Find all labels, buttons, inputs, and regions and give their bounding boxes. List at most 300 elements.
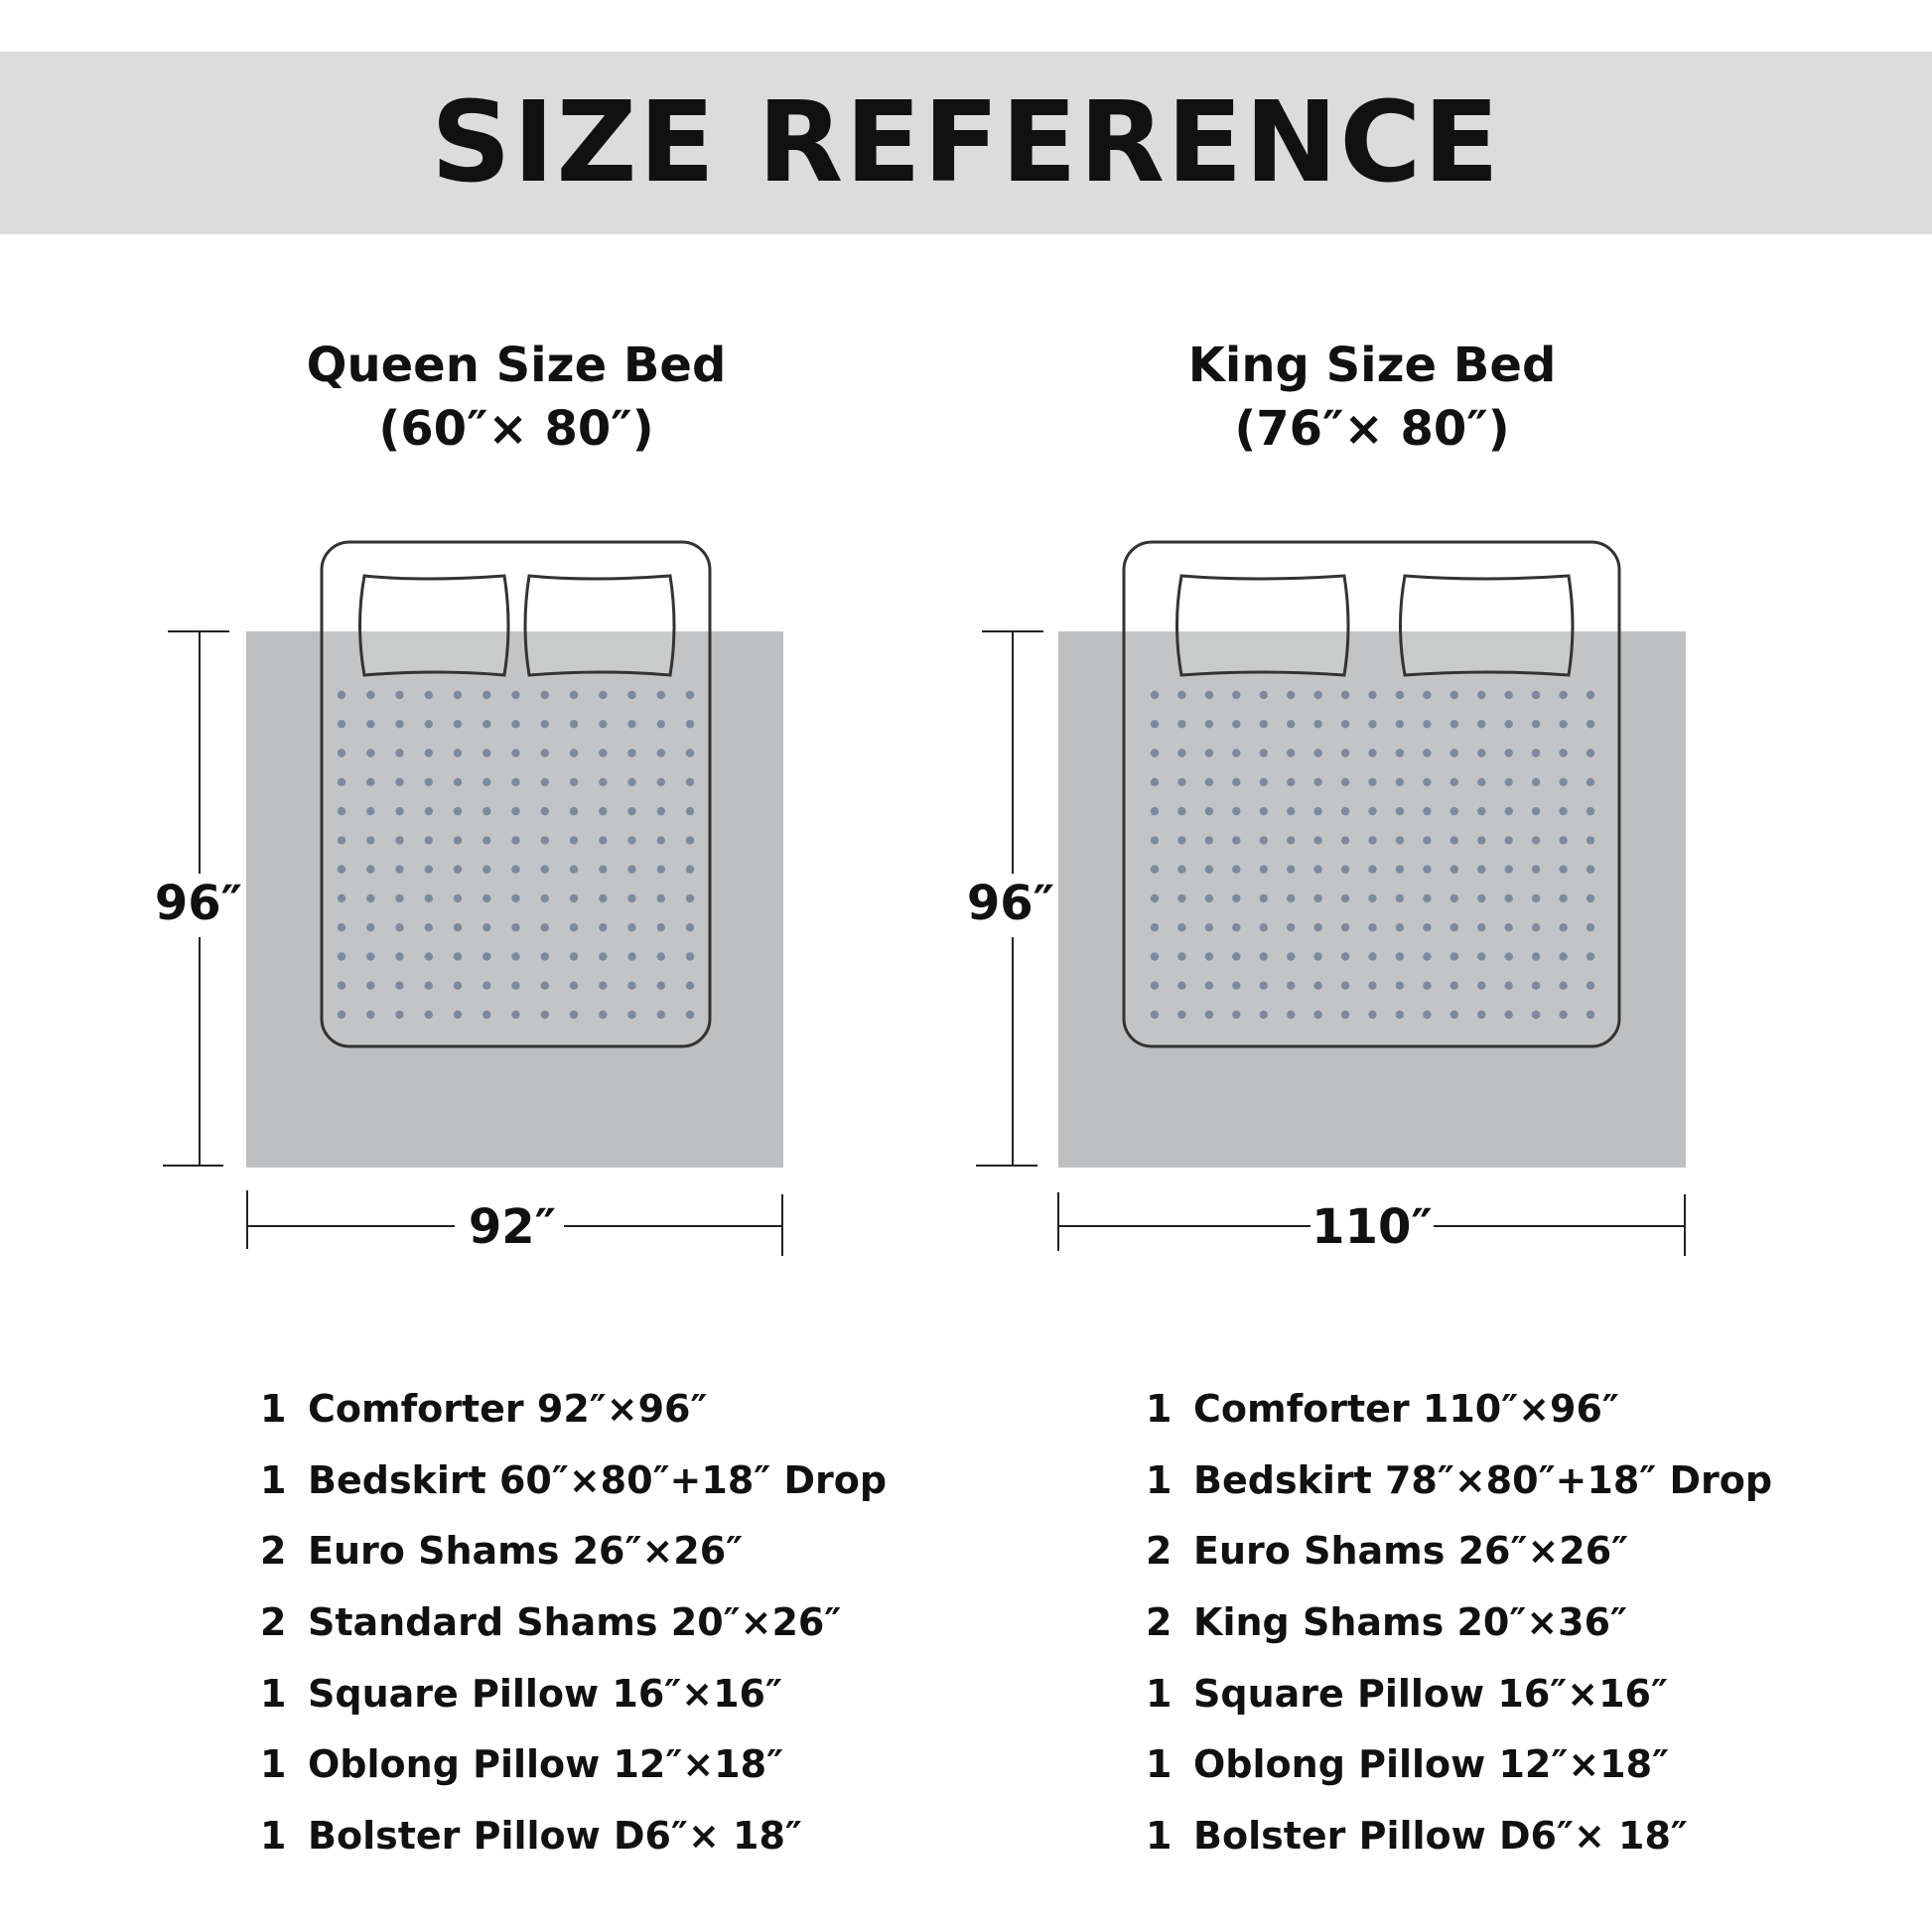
king-dot [1151,691,1159,699]
queen-dot [599,982,607,990]
king-dot [1532,895,1540,902]
queen-dot [511,1011,519,1019]
item-quantity: 2 [260,1529,287,1574]
list-item [260,1515,887,1587]
king-dot [1587,982,1594,990]
queen-dot [511,865,519,873]
king-dot [1313,895,1321,902]
queen-dot [366,836,374,844]
queen-dot [627,778,635,786]
king-dot [1396,720,1404,728]
king-dot [1423,895,1431,902]
queen-dot [599,720,607,728]
king-dot [1287,778,1295,786]
king-dot [1151,982,1159,990]
king-dot [1177,720,1185,728]
item-description: Standard Shams 20″×26″ [308,1599,842,1644]
king-dot [1450,1011,1458,1019]
queen-dot [425,691,433,699]
king-dot [1205,952,1213,960]
king-dot [1505,807,1513,815]
queen-diagram [155,542,783,1256]
king-dot [1287,865,1295,873]
queen-dot [627,895,635,902]
item-quantity: 1 [260,1386,287,1431]
queen-dot [395,691,403,699]
list-item [1146,1728,1772,1800]
king-diagram [967,542,1686,1256]
king-dot [1177,865,1185,873]
queen-dot [338,691,345,699]
king-dot [1205,865,1213,873]
queen-dot [627,836,635,844]
king-dot [1368,691,1376,699]
queen-dot [454,982,462,990]
item-description: Bedskirt 60″×80″+18″ Drop [308,1457,888,1502]
queen-dot [454,778,462,786]
queen-dot [541,923,549,931]
queen-dot [454,952,462,960]
queen-dot [338,807,345,815]
king-dot [1368,952,1376,960]
king-dot [1532,1011,1540,1019]
king-dot [1205,982,1213,990]
queen-dot [454,865,462,873]
king-dot [1505,982,1513,990]
king-dot [1559,778,1567,786]
queen-dot [425,952,433,960]
king-dot [1368,807,1376,815]
king-dot [1341,749,1349,757]
queen-dot [366,895,374,902]
queen-dot [599,691,607,699]
king-dot [1559,895,1567,902]
king-dot [1505,895,1513,902]
king-dot [1396,691,1404,699]
queen-dot [395,952,403,960]
king-dot [1423,749,1431,757]
king-dot [1423,982,1431,990]
queen-dot [425,923,433,931]
king-dot [1450,836,1458,844]
queen-dot [627,749,635,757]
king-dot [1450,895,1458,902]
queen-dot [395,982,403,990]
king-dot [1177,982,1185,990]
queen-dot [686,778,694,786]
king-dot [1232,807,1240,815]
king-dot [1151,836,1159,844]
king-dot [1423,1011,1431,1019]
item-description: Square Pillow 16″×16″ [308,1671,782,1716]
queen-dot [541,952,549,960]
king-dot [1368,865,1376,873]
queen-dot [338,895,345,902]
king-dot [1587,1011,1594,1019]
queen-dot [338,749,345,757]
queen-dot [338,923,345,931]
queen-dot [366,982,374,990]
king-dot [1232,1011,1240,1019]
king-dot [1205,691,1213,699]
queen-dot [425,807,433,815]
king-dot [1313,807,1321,815]
king-dot [1450,865,1458,873]
king-dot [1260,720,1268,728]
queen-dot [686,1011,694,1019]
king-dot [1477,807,1485,815]
king-dot [1232,749,1240,757]
queen-dot [686,749,694,757]
king-dot [1423,807,1431,815]
king-dot [1177,923,1185,931]
king-dot [1559,982,1567,990]
queen-dot [657,982,665,990]
king-dot [1450,720,1458,728]
king-dot [1151,807,1159,815]
queen-dot [483,895,490,902]
queen-dot [483,836,490,844]
king-dot [1532,807,1540,815]
queen-dot [541,895,549,902]
item-quantity: 1 [260,1742,287,1787]
queen-dot [425,865,433,873]
king-dot [1177,778,1185,786]
king-dot [1532,691,1540,699]
queen-dot [425,895,433,902]
item-description: King Shams 20″×36″ [1193,1599,1628,1644]
king-dot [1232,720,1240,728]
item-description: Oblong Pillow 12″×18″ [1193,1742,1670,1787]
item-quantity: 1 [1146,1813,1173,1858]
king-dot [1341,923,1349,931]
list-item [1146,1515,1772,1587]
king-dot [1423,952,1431,960]
king-dot [1532,778,1540,786]
item-description: Comforter 92″×96″ [308,1386,708,1431]
king-dot [1151,895,1159,902]
king-dot [1151,952,1159,960]
king-dot [1396,778,1404,786]
king-dot [1505,865,1513,873]
king-dot [1205,720,1213,728]
queen-dot [570,895,578,902]
queen-dot [657,778,665,786]
list-item [1146,1445,1772,1516]
king-dot [1232,895,1240,902]
king-dot [1423,691,1431,699]
king-dot [1396,923,1404,931]
king-dot [1559,691,1567,699]
queen-dot [570,720,578,728]
queen-dot [657,807,665,815]
list-item [260,1373,887,1445]
king-dot [1450,807,1458,815]
item-quantity: 2 [1146,1529,1173,1574]
queen-dot [366,807,374,815]
queen-dot [599,1011,607,1019]
queen-dot [366,865,374,873]
queen-dot [570,982,578,990]
king-dot [1151,778,1159,786]
queen-dot [570,865,578,873]
queen-dot [541,778,549,786]
king-dot [1368,749,1376,757]
king-dot [1477,691,1485,699]
queen-dot [541,807,549,815]
king-dot [1396,865,1404,873]
king-dot [1260,1011,1268,1019]
queen-dot [627,807,635,815]
king-dot [1313,923,1321,931]
king-contents-list [1146,1373,1772,1871]
king-dot [1205,749,1213,757]
king-dot [1450,778,1458,786]
king-dot [1477,895,1485,902]
queen-dot [627,923,635,931]
king-dot [1505,1011,1513,1019]
list-item [260,1728,887,1800]
queen-dot [366,720,374,728]
king-dot [1587,865,1594,873]
king-dot [1396,952,1404,960]
queen-dot [366,778,374,786]
item-description: Bedskirt 78″×80″+18″ Drop [1193,1457,1773,1502]
queen-dot [541,865,549,873]
queen-dot [338,982,345,990]
queen-dot [425,1011,433,1019]
queen-dot [454,1011,462,1019]
queen-dot [570,1011,578,1019]
king-dot [1587,836,1594,844]
king-dot [1341,807,1349,815]
king-dot [1313,1011,1321,1019]
queen-dot [454,720,462,728]
queen-dot [657,923,665,931]
king-dot [1532,923,1540,931]
king-dot [1532,749,1540,757]
king-dot [1396,836,1404,844]
king-dot [1232,923,1240,931]
king-dot [1260,952,1268,960]
item-description: Euro Shams 26″×26″ [1193,1529,1629,1574]
king-dot [1396,807,1404,815]
queen-dot [366,923,374,931]
king-dot [1559,1011,1567,1019]
king-dot [1313,749,1321,757]
king-dot [1287,982,1295,990]
king-dot [1477,749,1485,757]
queen-dot [338,1011,345,1019]
king-dot [1151,1011,1159,1019]
queen-dot [483,865,490,873]
queen-dot [541,749,549,757]
page-title: SIZE REFERENCE [431,78,1501,207]
king-dot [1260,982,1268,990]
king-dot [1205,836,1213,844]
king-dot [1505,691,1513,699]
king-dot [1559,807,1567,815]
king-dot [1287,1011,1295,1019]
item-description: Euro Shams 26″×26″ [308,1529,744,1574]
queen-dot [657,1011,665,1019]
queen-dot [570,952,578,960]
king-dot [1396,982,1404,990]
queen-dot [511,749,519,757]
king-dot [1341,865,1349,873]
queen-dot [454,836,462,844]
king-dot [1177,895,1185,902]
item-description: Oblong Pillow 12″×18″ [308,1742,784,1787]
king-dot [1450,749,1458,757]
item-quantity: 1 [260,1457,287,1502]
queen-dot [425,836,433,844]
king-dot [1477,836,1485,844]
queen-dot [483,749,490,757]
king-dot [1477,923,1485,931]
king-dot [1587,895,1594,902]
item-quantity: 2 [260,1599,287,1644]
king-dot [1260,836,1268,844]
king-dot [1396,895,1404,902]
queen-size: (60″× 80″) [378,401,654,457]
item-description: Bolster Pillow D6″× 18″ [1193,1813,1688,1858]
king-dot [1287,836,1295,844]
king-dot [1368,720,1376,728]
king-dot [1423,836,1431,844]
queen-dot [686,923,694,931]
king-dot [1559,923,1567,931]
king-dot [1559,836,1567,844]
king-dot [1505,720,1513,728]
queen-dot [483,691,490,699]
queen-dot [338,952,345,960]
list-item [1146,1800,1772,1871]
queen-pillow-left [360,576,509,675]
king-dot [1260,865,1268,873]
queen-dot [511,982,519,990]
king-dot [1341,836,1349,844]
item-quantity: 1 [260,1671,287,1716]
queen-dot [686,720,694,728]
queen-dot [627,720,635,728]
queen-title: Queen Size Bed [306,338,727,393]
king-dot [1287,749,1295,757]
king-width-label: 110″ [1311,1199,1433,1255]
king-dot [1587,778,1594,786]
queen-dot [366,952,374,960]
king-dot [1205,923,1213,931]
queen-dot [686,836,694,844]
queen-dot [570,749,578,757]
queen-dot [395,1011,403,1019]
queen-dot [425,720,433,728]
queen-dot [511,836,519,844]
king-dot [1341,1011,1349,1019]
king-dot [1151,720,1159,728]
queen-dot [338,720,345,728]
queen-dot [627,865,635,873]
queen-dot [627,952,635,960]
king-dot [1205,807,1213,815]
king-dot [1205,778,1213,786]
king-dot [1559,865,1567,873]
king-dot [1477,865,1485,873]
king-dot [1505,749,1513,757]
king-dot [1232,836,1240,844]
king-dot [1341,982,1349,990]
list-item [1146,1587,1772,1658]
king-dot [1313,720,1321,728]
queen-dot [686,952,694,960]
queen-dot [570,691,578,699]
queen-dot [627,1011,635,1019]
list-item [260,1658,887,1729]
king-dot [1587,691,1594,699]
queen-dot [395,720,403,728]
king-dot [1450,982,1458,990]
king-title: King Size Bed [1187,338,1557,393]
king-dot [1260,691,1268,699]
king-dot [1313,836,1321,844]
queen-dot [541,982,549,990]
king-dot [1313,952,1321,960]
king-dot [1177,749,1185,757]
queen-dot [686,807,694,815]
queen-dot [338,778,345,786]
queen-dot [599,923,607,931]
queen-dot [425,778,433,786]
king-dot [1587,807,1594,815]
king-size: (76″× 80″) [1234,401,1510,457]
king-dot [1396,749,1404,757]
king-dot [1232,982,1240,990]
king-dot [1260,807,1268,815]
king-pillow-right [1401,576,1574,675]
king-dot [1232,952,1240,960]
king-dot [1368,982,1376,990]
king-dot [1287,807,1295,815]
king-dot [1505,836,1513,844]
king-dot [1287,895,1295,902]
item-quantity: 1 [260,1813,287,1858]
king-dot [1450,923,1458,931]
king-dot [1205,895,1213,902]
king-dot [1177,1011,1185,1019]
queen-dot [657,895,665,902]
list-item [260,1587,887,1658]
queen-dot [657,720,665,728]
king-dot [1368,895,1376,902]
king-dot [1232,865,1240,873]
king-dot [1368,778,1376,786]
list-item [260,1445,887,1516]
queen-dot [483,778,490,786]
queen-dot [541,1011,549,1019]
king-dot [1505,952,1513,960]
king-dot [1177,691,1185,699]
king-dot [1368,1011,1376,1019]
king-dot [1450,952,1458,960]
king-dot [1532,836,1540,844]
king-dot [1477,952,1485,960]
queen-dot [599,836,607,844]
queen-dot [627,691,635,699]
king-dot [1313,982,1321,990]
king-pillow-left [1177,576,1349,675]
queen-dot [511,923,519,931]
queen-dot [570,836,578,844]
